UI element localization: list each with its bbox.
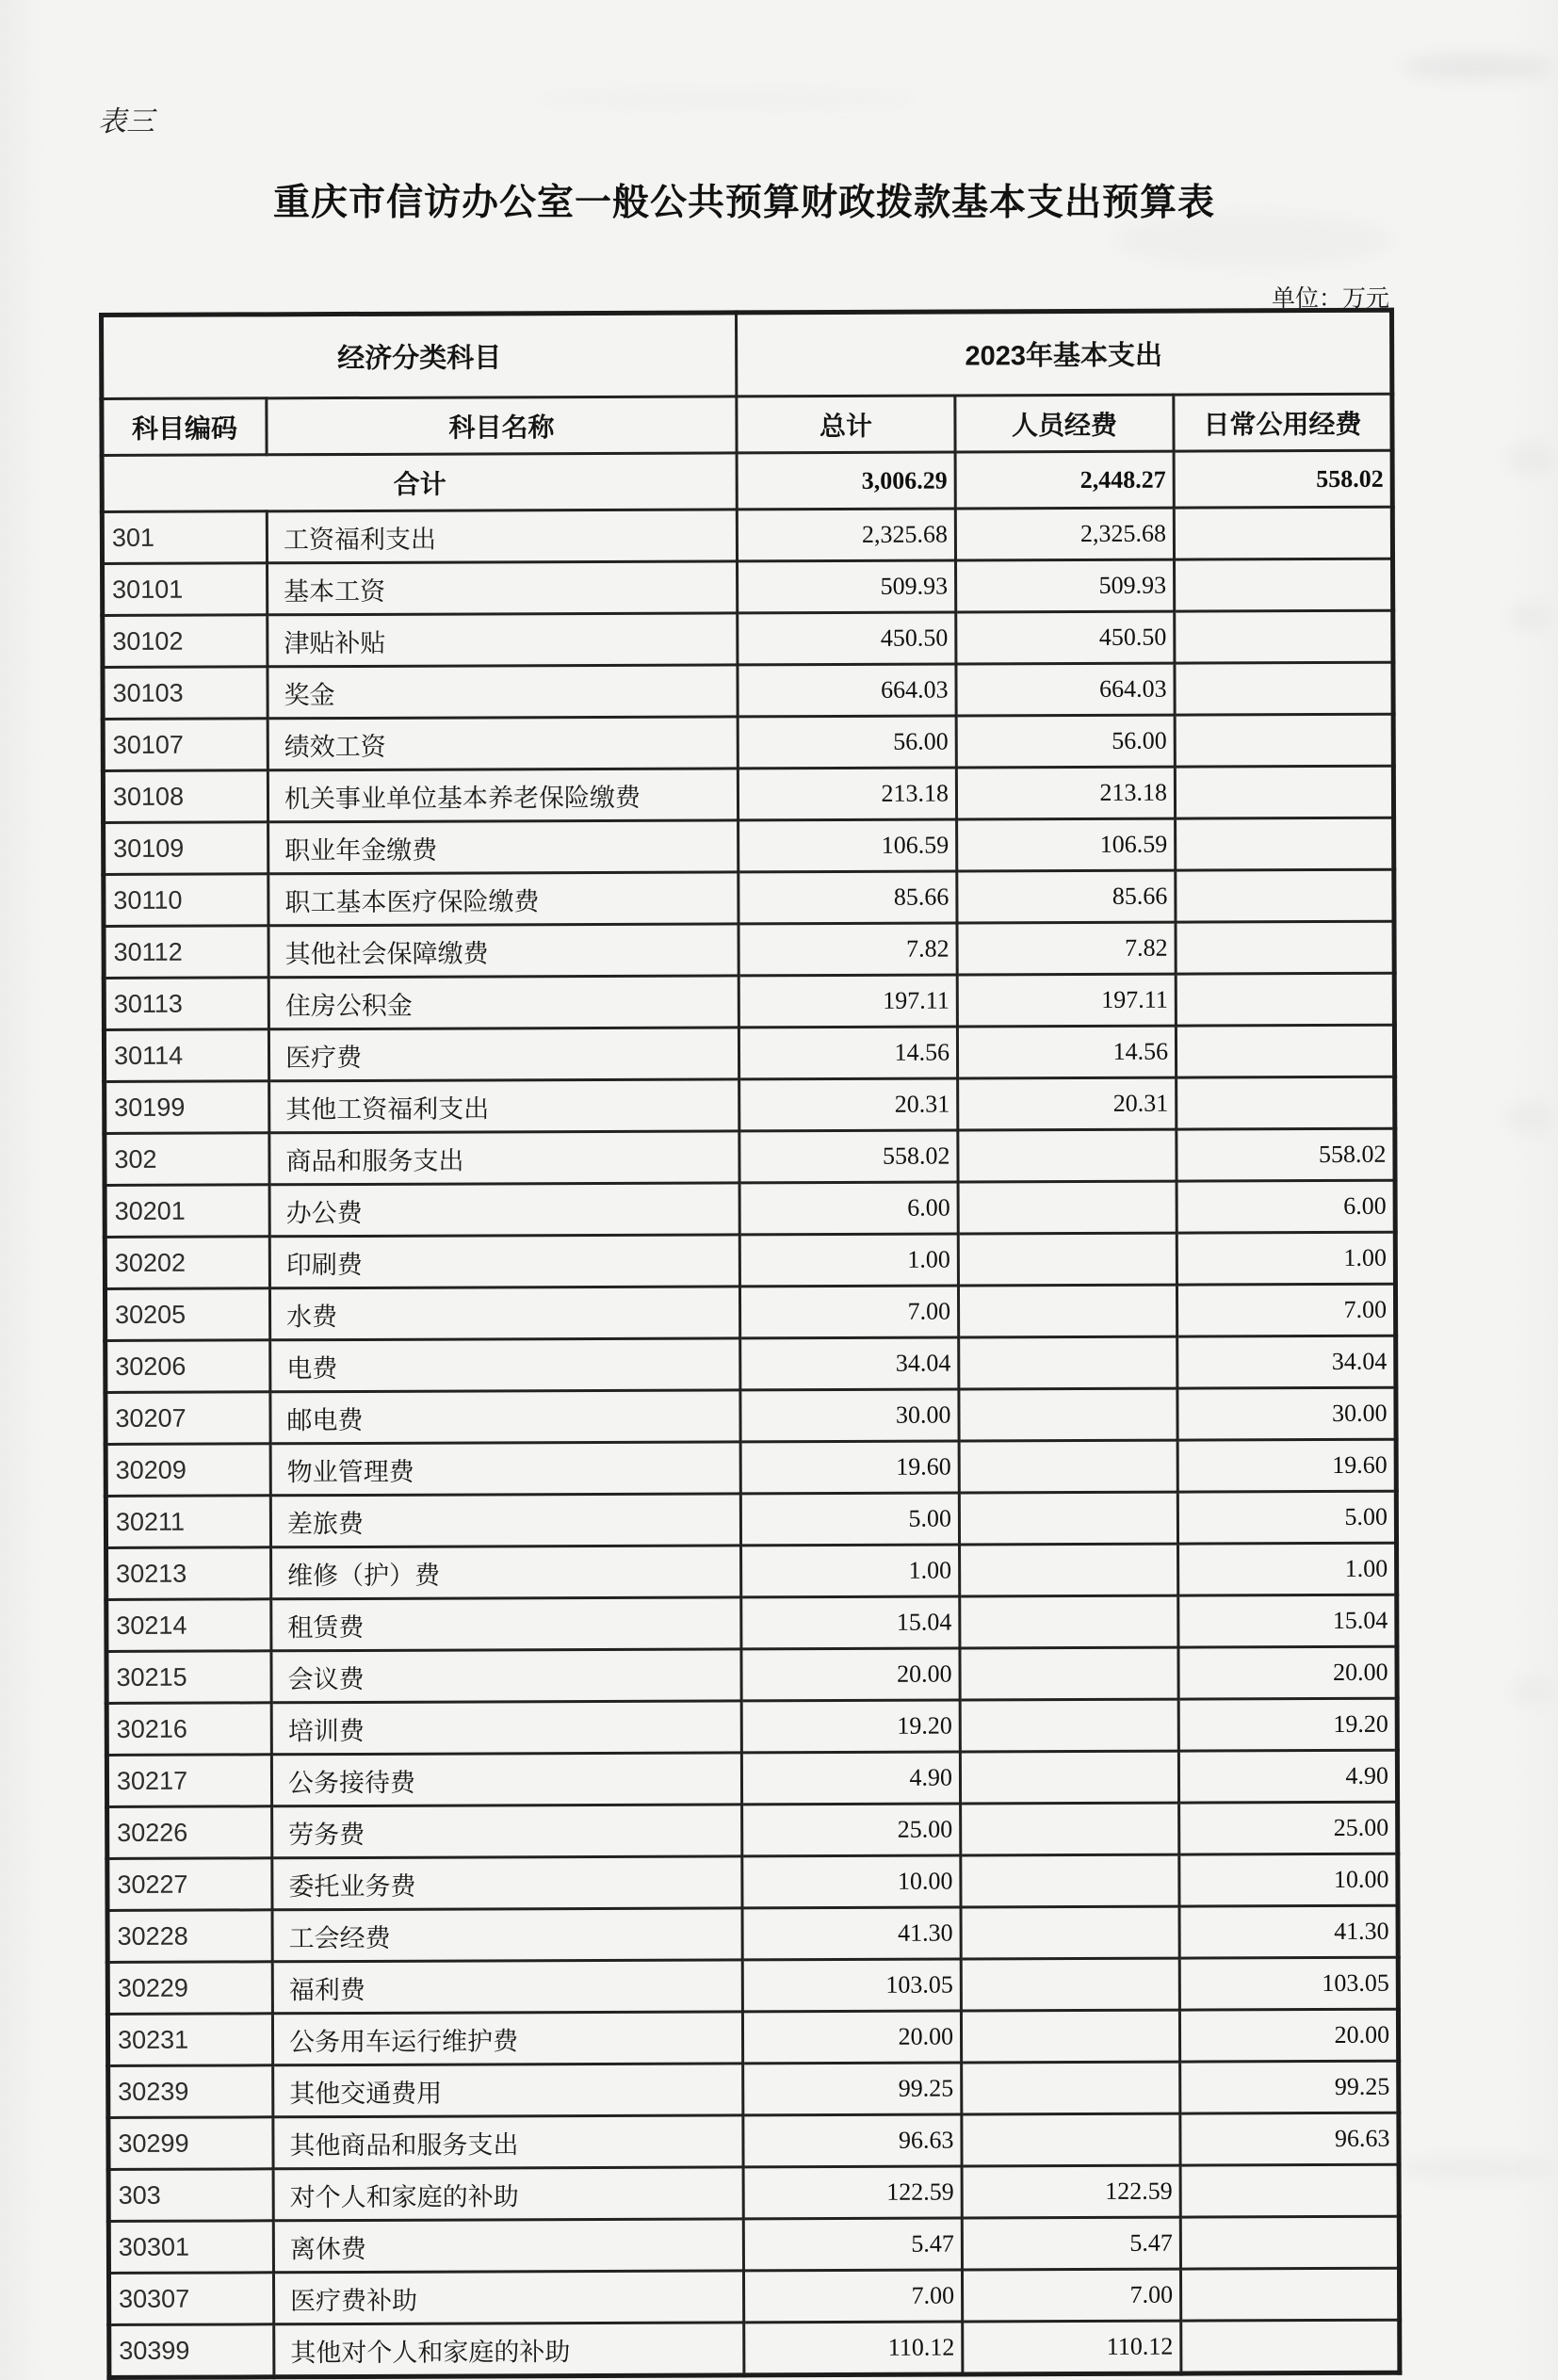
cell-personnel: 20.31	[958, 1077, 1177, 1130]
table-row	[105, 1180, 1395, 1237]
cell-name: 其他商品和服务支出	[273, 2115, 743, 2169]
cell-code: 30206	[105, 1340, 270, 1393]
cell-code: 30110	[104, 874, 268, 927]
cell-daily	[1181, 2320, 1400, 2373]
cell-personnel: 5.47	[962, 2217, 1180, 2270]
col-header-daily-public-funds: 日常公用经费	[1174, 394, 1392, 451]
cell-total: 1.00	[741, 1545, 960, 1597]
cell-name: 公务接待费	[271, 1753, 741, 1806]
cell-total: 10.00	[742, 1855, 961, 1908]
cell-code: 30301	[108, 2221, 273, 2274]
cell-code: 30102	[103, 615, 268, 668]
cell-daily: 7.00	[1177, 1284, 1395, 1336]
cell-total: 450.50	[738, 612, 956, 665]
cell-total: 19.20	[741, 1700, 960, 1753]
table-row	[106, 1595, 1397, 1651]
cell-total: 4.90	[741, 1752, 960, 1805]
table-row	[108, 2268, 1399, 2324]
cell-total: 56.00	[738, 716, 956, 769]
cell-personnel	[958, 1129, 1177, 1182]
cell-personnel	[960, 1699, 1178, 1752]
table-row	[104, 973, 1394, 1029]
table-row	[107, 1802, 1398, 1858]
cell-code: 30299	[108, 2117, 273, 2170]
cell-code: 30114	[104, 1029, 268, 1082]
cell-daily: 1.00	[1178, 1543, 1397, 1595]
cell-daily	[1174, 507, 1392, 559]
col-header-personnel-funds: 人员经费	[955, 395, 1174, 452]
cell-daily	[1176, 818, 1394, 870]
table-row	[105, 1336, 1396, 1392]
cell-name: 差旅费	[270, 1494, 740, 1547]
table-row	[103, 559, 1393, 615]
cell-code: 30108	[103, 770, 268, 823]
cell-personnel	[961, 2010, 1179, 2063]
cell-total: 19.60	[740, 1441, 959, 1494]
cell-name: 医疗费补助	[273, 2271, 743, 2324]
cell-personnel: 509.93	[956, 559, 1175, 612]
cell-daily: 1.00	[1177, 1232, 1395, 1285]
cell-name: 其他社会保障缴费	[268, 924, 738, 978]
cell-code: 30228	[107, 1910, 272, 1963]
cell-daily: 30.00	[1177, 1387, 1396, 1440]
table-row	[108, 2113, 1399, 2169]
cell-total: 5.47	[743, 2218, 962, 2271]
cell-personnel: 7.00	[963, 2269, 1181, 2322]
cell-personnel: 85.66	[957, 870, 1176, 923]
total-row-total: 3,006.29	[737, 452, 955, 510]
cell-daily	[1175, 662, 1393, 715]
cell-daily	[1176, 973, 1394, 1026]
cell-personnel	[959, 1440, 1177, 1493]
table-row	[103, 610, 1393, 667]
cell-code: 30231	[107, 2014, 272, 2066]
cell-name: 住房公积金	[268, 976, 738, 1029]
cell-personnel	[959, 1492, 1177, 1545]
table-row	[102, 507, 1392, 563]
cell-code: 30211	[105, 1496, 270, 1548]
scan-smudge	[527, 90, 923, 107]
table-row	[105, 1128, 1395, 1185]
form-number-label: 表三	[98, 106, 154, 138]
grand-total-row	[102, 450, 1392, 511]
cell-code: 30229	[107, 1962, 272, 2015]
cell-total: 7.00	[739, 1286, 958, 1338]
cell-name: 劳务费	[272, 1805, 742, 1858]
cell-personnel: 2,325.68	[955, 508, 1174, 560]
table-row	[108, 2164, 1399, 2221]
cell-daily: 6.00	[1177, 1180, 1395, 1233]
cell-code: 302	[105, 1133, 269, 1186]
cell-code: 30227	[107, 1858, 272, 1911]
cell-personnel: 56.00	[956, 715, 1175, 768]
table-row	[105, 1232, 1395, 1288]
scan-smudge	[1505, 443, 1554, 475]
cell-name: 离休费	[273, 2219, 743, 2273]
cell-name: 培训费	[271, 1701, 741, 1755]
cell-code: 30199	[105, 1081, 269, 1134]
cell-daily: 19.60	[1177, 1439, 1396, 1492]
cell-personnel: 197.11	[957, 974, 1176, 1027]
cell-total: 7.82	[738, 923, 957, 976]
cell-name: 公务用车运行维护费	[272, 2012, 742, 2065]
cell-daily: 15.04	[1178, 1595, 1397, 1647]
table-row	[106, 1750, 1397, 1806]
cell-personnel	[960, 1647, 1178, 1700]
cell-personnel	[961, 1906, 1179, 1959]
cell-personnel	[958, 1181, 1177, 1234]
cell-daily: 96.63	[1180, 2113, 1399, 2165]
col-header-subject-code: 科目编码	[102, 398, 267, 456]
cell-daily	[1176, 921, 1394, 974]
cell-name: 其他对个人和家庭的补助	[274, 2323, 744, 2377]
cell-name: 物业管理费	[270, 1442, 740, 1496]
table-row	[107, 1854, 1398, 1910]
cell-code: 30101	[103, 563, 268, 616]
cell-daily	[1180, 2268, 1399, 2321]
cell-daily: 5.00	[1177, 1491, 1396, 1544]
table-row	[109, 2320, 1400, 2377]
unit-note: 单位：万元	[1271, 286, 1389, 312]
cell-personnel: 110.12	[963, 2321, 1181, 2374]
total-row-daily: 558.02	[1174, 450, 1392, 508]
cell-total: 41.30	[742, 1907, 961, 1960]
cell-total: 2,325.68	[737, 509, 955, 561]
cell-name: 委托业务费	[272, 1856, 742, 1910]
cell-total: 5.00	[740, 1493, 959, 1546]
cell-daily	[1180, 2216, 1399, 2269]
scan-smudge	[1507, 603, 1552, 631]
cell-name: 医疗费	[268, 1028, 738, 1081]
cell-name: 邮电费	[270, 1390, 740, 1444]
cell-personnel	[962, 2113, 1180, 2166]
cell-code: 30107	[103, 719, 268, 771]
table-row	[107, 2009, 1398, 2065]
cell-code: 30217	[106, 1755, 271, 1807]
cell-daily	[1175, 714, 1393, 767]
table-row	[105, 1387, 1396, 1444]
table-row	[108, 2216, 1399, 2273]
cell-personnel	[961, 1854, 1179, 1907]
cell-code: 30239	[108, 2065, 273, 2118]
table-row	[106, 1543, 1397, 1599]
cell-personnel	[961, 1803, 1179, 1855]
cell-total: 34.04	[740, 1337, 959, 1390]
scan-smudge	[1507, 1676, 1554, 1705]
budget-table-wrapper	[99, 308, 1397, 2380]
cell-personnel	[960, 1751, 1178, 1804]
cell-name: 办公费	[269, 1183, 739, 1237]
cell-code: 30109	[104, 822, 268, 875]
cell-code: 30207	[105, 1392, 270, 1445]
table-row	[108, 2061, 1399, 2117]
table-row	[103, 662, 1393, 719]
cell-personnel: 450.50	[956, 611, 1175, 664]
scan-smudge	[1402, 55, 1552, 79]
table-row	[104, 1025, 1394, 1081]
header-column-row	[102, 394, 1392, 455]
cell-total: 7.00	[744, 2270, 963, 2323]
cell-personnel: 122.59	[962, 2165, 1180, 2218]
cell-personnel: 7.82	[957, 922, 1176, 975]
cell-code: 303	[108, 2169, 273, 2222]
cell-total: 103.05	[742, 1959, 961, 2012]
cell-code: 30213	[106, 1547, 271, 1600]
cell-total: 15.04	[741, 1596, 960, 1649]
cell-name: 电费	[270, 1338, 740, 1392]
scan-smudge	[1394, 2157, 1554, 2179]
cell-name: 基本工资	[268, 561, 738, 615]
cell-total: 110.12	[744, 2322, 963, 2375]
cell-name: 职业年金缴费	[268, 820, 738, 874]
table-row	[106, 1698, 1397, 1755]
cell-personnel	[959, 1336, 1177, 1389]
cell-total: 20.00	[742, 2011, 961, 2064]
cell-name: 会议费	[271, 1649, 741, 1703]
cell-code: 30103	[103, 667, 268, 720]
cell-total: 1.00	[739, 1234, 958, 1287]
cell-code: 30214	[106, 1599, 271, 1652]
cell-total: 99.25	[743, 2063, 962, 2115]
cell-name: 对个人和家庭的补助	[273, 2167, 743, 2221]
cell-code: 30112	[104, 926, 268, 979]
cell-name: 工会经费	[272, 1908, 742, 1962]
table-row	[105, 1284, 1395, 1340]
cell-daily: 10.00	[1179, 1854, 1398, 1906]
cell-daily: 34.04	[1177, 1336, 1396, 1388]
cell-total: 509.93	[738, 560, 956, 613]
cell-daily	[1175, 766, 1393, 818]
cell-total: 85.66	[738, 871, 957, 924]
cell-total: 30.00	[740, 1389, 959, 1442]
cell-code: 30205	[105, 1288, 269, 1341]
scan-smudge	[1503, 1102, 1554, 1134]
cell-daily: 4.90	[1178, 1750, 1397, 1803]
cell-total: 20.31	[739, 1078, 958, 1131]
cell-name: 其他交通费用	[273, 2064, 743, 2117]
cell-name: 商品和服务支出	[269, 1131, 739, 1185]
table-row	[106, 1646, 1397, 1703]
cell-name: 水费	[269, 1287, 739, 1340]
cell-code: 30226	[107, 1806, 272, 1859]
cell-name: 印刷费	[269, 1235, 739, 1288]
table-row	[104, 869, 1394, 926]
cell-personnel	[959, 1388, 1177, 1441]
cell-personnel: 106.59	[957, 818, 1176, 871]
table-row	[105, 1439, 1396, 1496]
cell-code: 30201	[105, 1185, 269, 1238]
cell-daily: 41.30	[1179, 1905, 1398, 1958]
cell-total: 6.00	[739, 1182, 958, 1235]
cell-personnel	[958, 1285, 1177, 1337]
table-row	[104, 818, 1394, 874]
cell-total: 20.00	[741, 1648, 960, 1701]
cell-daily: 99.25	[1180, 2061, 1399, 2113]
table-row	[103, 766, 1393, 822]
cell-name: 机关事业单位基本养老保险缴费	[268, 769, 738, 822]
cell-name: 津贴补贴	[268, 613, 738, 667]
cell-total: 14.56	[738, 1027, 957, 1079]
cell-daily: 558.02	[1177, 1128, 1395, 1181]
cell-name: 租赁费	[271, 1597, 741, 1651]
total-row-personnel: 2,448.27	[955, 451, 1174, 509]
header-group-row	[102, 310, 1392, 398]
cell-code: 30209	[105, 1444, 270, 1497]
cell-name: 奖金	[268, 665, 738, 719]
cell-daily: 20.00	[1179, 2009, 1398, 2062]
cell-daily: 25.00	[1179, 1802, 1398, 1854]
table-row	[107, 1957, 1398, 2014]
cell-daily: 19.20	[1178, 1698, 1397, 1751]
cell-total: 96.63	[743, 2114, 962, 2167]
cell-total: 197.11	[738, 975, 957, 1028]
cell-name: 职工基本医疗保险缴费	[268, 872, 738, 926]
cell-personnel	[958, 1233, 1177, 1286]
cell-total: 25.00	[742, 1804, 961, 1856]
cell-personnel	[962, 2062, 1180, 2114]
table-row	[103, 714, 1393, 770]
cell-personnel	[961, 1958, 1179, 2011]
budget-table	[99, 308, 1402, 2380]
table-row	[105, 1077, 1395, 1133]
cell-daily: 20.00	[1178, 1646, 1397, 1699]
page-title: 重庆市信访办公室一般公共预算财政拨款基本支出预算表	[272, 183, 1215, 223]
table-row	[104, 921, 1394, 978]
cell-total: 213.18	[738, 768, 956, 820]
table-row	[107, 1905, 1398, 1962]
col-header-subject-name: 科目名称	[267, 397, 737, 455]
cell-total: 122.59	[743, 2166, 962, 2219]
cell-personnel	[960, 1595, 1178, 1648]
cell-name: 福利费	[272, 1960, 742, 2014]
cell-total: 106.59	[738, 819, 957, 872]
cell-name: 绩效工资	[268, 717, 738, 770]
cell-personnel: 664.03	[956, 663, 1175, 716]
cell-code: 30202	[105, 1237, 269, 1289]
cell-code: 30307	[108, 2273, 273, 2325]
cell-name: 其他工资福利支出	[269, 1079, 739, 1133]
cell-daily	[1176, 869, 1394, 922]
cell-daily	[1175, 610, 1393, 663]
cell-code: 30215	[106, 1651, 271, 1704]
cell-total: 664.03	[738, 664, 956, 717]
cell-personnel	[960, 1544, 1178, 1596]
cell-daily	[1175, 559, 1393, 611]
cell-personnel: 213.18	[956, 767, 1175, 819]
cell-daily	[1176, 1025, 1394, 1077]
cell-daily	[1180, 2164, 1399, 2217]
cell-code: 301	[102, 511, 267, 564]
col-header-total: 总计	[737, 396, 955, 453]
cell-code: 30113	[104, 978, 268, 1030]
cell-personnel: 14.56	[957, 1026, 1176, 1078]
cell-daily	[1177, 1077, 1395, 1129]
cell-name: 工资福利支出	[267, 510, 737, 563]
cell-code: 30216	[106, 1703, 271, 1756]
header-economic-classification: 经济分类科目	[102, 313, 737, 399]
cell-daily: 103.05	[1179, 1957, 1398, 2010]
total-row-label: 合计	[102, 453, 737, 512]
header-2023-basic-expenditure: 2023年基本支出	[737, 310, 1392, 397]
table-row	[105, 1491, 1396, 1547]
cell-code: 30399	[109, 2324, 274, 2378]
cell-name: 维修（护）费	[271, 1546, 741, 1599]
cell-total: 558.02	[739, 1130, 958, 1183]
